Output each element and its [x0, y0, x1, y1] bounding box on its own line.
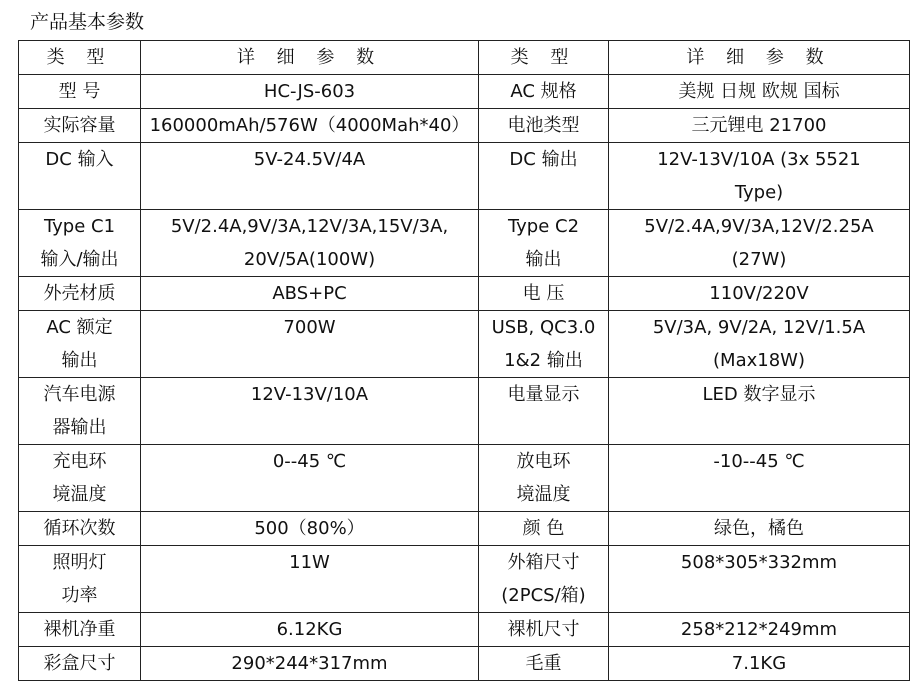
- label-cell-right: 颜 色: [479, 512, 609, 546]
- value-cell-right: 258*212*249mm: [609, 613, 910, 647]
- label-cell-left: Type C1 输入/输出: [19, 210, 141, 277]
- label-cell-right: Type C2 输出: [479, 210, 609, 277]
- value-cell-right: 美规 日规 欧规 国标: [609, 75, 910, 109]
- value-cell-left: HC-JS-603: [141, 75, 479, 109]
- label-cell-left: DC 输入: [19, 143, 141, 210]
- label-cell-left: 汽车电源 器输出: [19, 378, 141, 445]
- value-cell-left: ABS+PC: [141, 277, 479, 311]
- table-row: [19, 613, 910, 647]
- value-cell-right: 508*305*332mm: [609, 546, 910, 613]
- table-row: [19, 109, 910, 143]
- table-row: [19, 647, 910, 681]
- label-cell-left: 裸机净重: [19, 613, 141, 647]
- label-cell-left: 彩盒尺寸: [19, 647, 141, 681]
- label-cell-right: 电 压: [479, 277, 609, 311]
- table-row: [19, 143, 910, 210]
- value-cell-left: 700W: [141, 311, 479, 378]
- value-cell-right: 12V-13V/10A (3x 5521 Type): [609, 143, 910, 210]
- value-cell-right: 7.1KG: [609, 647, 910, 681]
- value-cell-left: 12V-13V/10A: [141, 378, 479, 445]
- value-cell-left: 6.12KG: [141, 613, 479, 647]
- table-row: [19, 210, 910, 277]
- label-cell-right: USB, QC3.0 1&2 输出: [479, 311, 609, 378]
- value-cell-right: 110V/220V: [609, 277, 910, 311]
- label-cell-left: 型 号: [19, 75, 141, 109]
- page-title: 产品基本参数: [30, 11, 145, 33]
- table-row: [19, 512, 910, 546]
- value-cell-right: 绿色，橘色: [609, 512, 910, 546]
- value-cell-left: 5V-24.5V/4A: [141, 143, 479, 210]
- spec-table: [18, 40, 910, 681]
- header-cell-params-right: 详 细 参 数: [609, 41, 910, 75]
- value-cell-right: 三元锂电 21700: [609, 109, 910, 143]
- value-cell-left: 290*244*317mm: [141, 647, 479, 681]
- value-cell-right: 5V/3A, 9V/2A, 12V/1.5A (Max18W): [609, 311, 910, 378]
- table-row: [19, 445, 910, 512]
- table-row: [19, 378, 910, 445]
- table-row: [19, 277, 910, 311]
- label-cell-left: AC 额定 输出: [19, 311, 141, 378]
- value-cell-left: 0--45 ℃: [141, 445, 479, 512]
- value-cell-right: LED 数字显示: [609, 378, 910, 445]
- label-cell-right: 电池类型: [479, 109, 609, 143]
- table-row: [19, 75, 910, 109]
- value-cell-right: 5V/2.4A,9V/3A,12V/2.25A (27W): [609, 210, 910, 277]
- label-cell-right: 裸机尺寸: [479, 613, 609, 647]
- value-cell-left: 160000mAh/576W（4000Mah*40）: [141, 109, 479, 143]
- value-cell-right: -10--45 ℃: [609, 445, 910, 512]
- header-cell-type-right: 类 型: [479, 41, 609, 75]
- label-cell-right: AC 规格: [479, 75, 609, 109]
- header-cell-type-left: 类 型: [19, 41, 141, 75]
- value-cell-left: 11W: [141, 546, 479, 613]
- label-cell-right: 外箱尺寸 (2PCS/箱): [479, 546, 609, 613]
- header-cell-params-left: 详 细 参 数: [141, 41, 479, 75]
- label-cell-left: 外壳材质: [19, 277, 141, 311]
- label-cell-left: 充电环 境温度: [19, 445, 141, 512]
- table-row: [19, 311, 910, 378]
- label-cell-right: 电量显示: [479, 378, 609, 445]
- label-cell-left: 循环次数: [19, 512, 141, 546]
- table-header-row: [19, 41, 910, 75]
- value-cell-left: 5V/2.4A,9V/3A,12V/3A,15V/3A, 20V/5A(100W): [141, 210, 479, 277]
- value-cell-left: 500（80%）: [141, 512, 479, 546]
- label-cell-left: 实际容量: [19, 109, 141, 143]
- label-cell-right: 放电环 境温度: [479, 445, 609, 512]
- label-cell-right: 毛重: [479, 647, 609, 681]
- label-cell-right: DC 输出: [479, 143, 609, 210]
- table-row: [19, 546, 910, 613]
- label-cell-left: 照明灯 功率: [19, 546, 141, 613]
